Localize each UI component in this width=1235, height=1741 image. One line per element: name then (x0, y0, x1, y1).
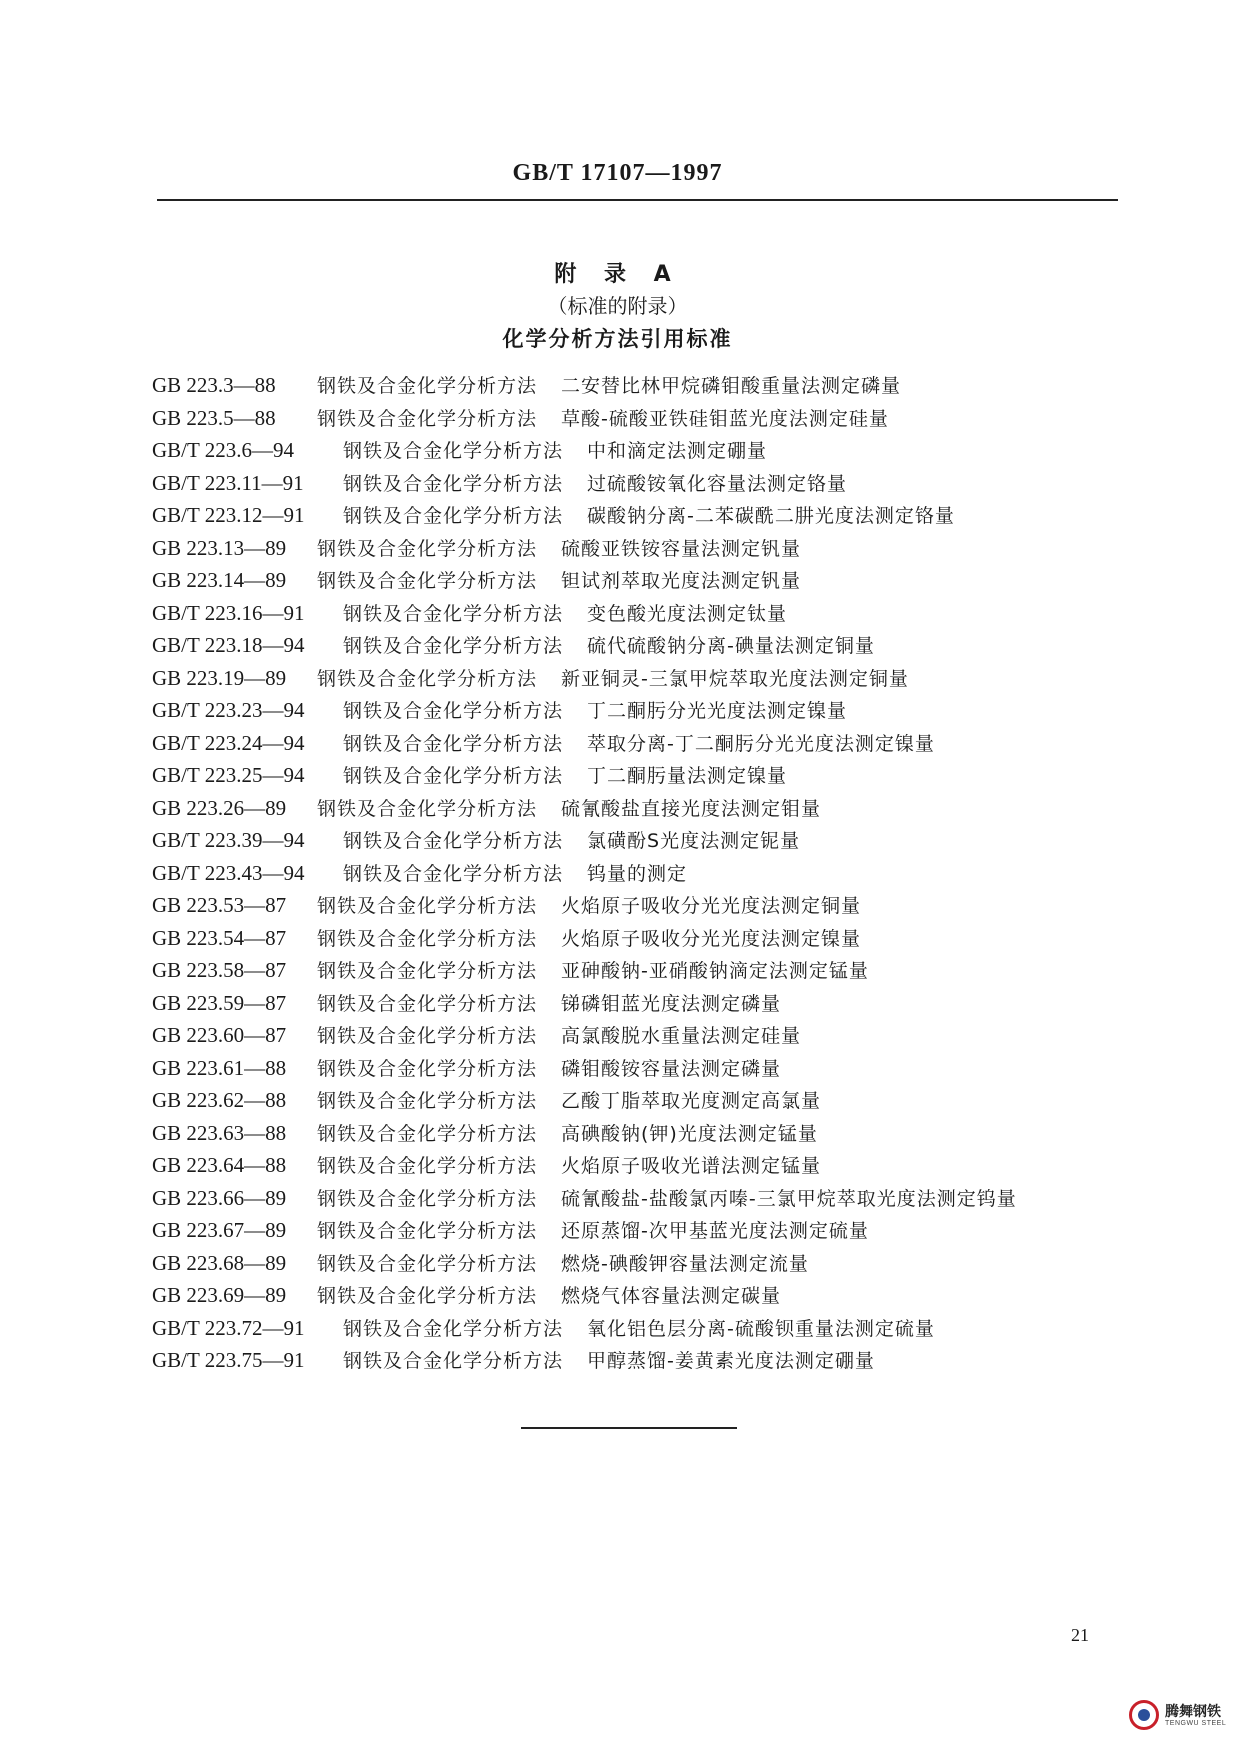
reference-method: 氯磺酚S光度法测定铌量 (587, 830, 801, 852)
reference-code: GB/T 223.72—91 (152, 1315, 305, 1340)
reference-row (152, 1052, 1132, 1085)
reference-method: 碳酸钠分离-二苯碳酰二肼光度法测定铬量 (587, 505, 955, 527)
reference-method: 燃烧-碘酸钾容量法测定流量 (561, 1252, 809, 1275)
reference-code: GB 223.67—89 (152, 1218, 287, 1242)
logo-subname: TENGWU STEEL (1165, 1719, 1227, 1727)
reference-row (152, 499, 1132, 532)
reference-method: 火焰原子吸收分光光度法测定铜量 (561, 895, 862, 917)
reference-series: 钢铁及合金化学分析方法 (317, 1285, 538, 1307)
reference-row (152, 824, 1132, 857)
reference-code: GB/T 223.12—91 (152, 503, 305, 527)
reference-code: GB 223.64—88 (152, 1153, 287, 1177)
reference-row (152, 1247, 1132, 1280)
reference-series: 钢铁及合金化学分析方法 (317, 375, 538, 397)
reference-code: GB 223.69—89 (152, 1283, 287, 1307)
reference-method: 磷钼酸铵容量法测定磷量 (561, 1057, 782, 1080)
reference-series: 钢铁及合金化学分析方法 (317, 1187, 538, 1210)
reference-row (152, 1149, 1132, 1182)
reference-code: GB 223.59—87 (152, 990, 287, 1015)
reference-series: 钢铁及合金化学分析方法 (343, 765, 564, 787)
reference-row (152, 1279, 1132, 1312)
reference-series: 钢铁及合金化学分析方法 (317, 797, 538, 820)
reference-code: GB/T 223.43—94 (152, 860, 305, 885)
reference-code: GB 223.26—89 (152, 795, 287, 820)
reference-row (152, 1019, 1132, 1052)
header-rule (157, 199, 1118, 201)
reference-series: 钢铁及合金化学分析方法 (317, 1090, 538, 1112)
reference-method: 锑磷钼蓝光度法测定磷量 (561, 992, 782, 1015)
reference-row (152, 662, 1132, 695)
reference-code: GB/T 223.39—94 (152, 828, 305, 852)
reference-row (152, 629, 1132, 662)
reference-row (152, 434, 1132, 467)
reference-code: GB 223.3—88 (152, 373, 276, 397)
reference-method: 变色酸光度法测定钛量 (587, 602, 788, 625)
reference-code: GB 223.5—88 (152, 405, 276, 430)
reference-series: 钢铁及合金化学分析方法 (317, 570, 538, 592)
appendix-title: 附 录 A (554, 262, 681, 287)
reference-row (152, 1117, 1132, 1150)
reference-series: 钢铁及合金化学分析方法 (317, 1025, 538, 1047)
reference-series: 钢铁及合金化学分析方法 (317, 960, 538, 982)
reference-method: 丁二酮肟量法测定镍量 (587, 765, 788, 787)
reference-list (152, 369, 1132, 1377)
reference-series: 钢铁及合金化学分析方法 (343, 732, 564, 755)
reference-code: GB/T 223.25—94 (152, 763, 305, 787)
reference-row (152, 1312, 1132, 1345)
reference-method: 硫酸亚铁铵容量法测定钒量 (561, 537, 802, 560)
reference-code: GB/T 223.75—91 (152, 1348, 305, 1372)
reference-method: 丁二酮肟分光光度法测定镍量 (587, 700, 848, 722)
logo-text (1165, 1704, 1226, 1727)
appendix-subtitle: （标准的附录） (547, 294, 688, 318)
reference-code: GB 223.58—87 (152, 958, 287, 982)
reference-method: 火焰原子吸收分光光度法测定镍量 (561, 927, 862, 950)
reference-row (152, 532, 1132, 565)
reference-code: GB/T 223.16—91 (152, 600, 305, 625)
reference-row (152, 564, 1132, 597)
reference-method: 氧化铝色层分离-硫酸钡重量法测定硫量 (587, 1317, 935, 1340)
reference-series: 钢铁及合金化学分析方法 (317, 895, 538, 917)
reference-row (152, 1084, 1132, 1117)
reference-code: GB 223.19—89 (152, 665, 287, 690)
reference-row (152, 792, 1132, 825)
reference-row (152, 467, 1132, 500)
reference-code: GB 223.53—87 (152, 893, 287, 917)
reference-row (152, 597, 1132, 630)
reference-series: 钢铁及合金化学分析方法 (343, 700, 564, 722)
reference-series: 钢铁及合金化学分析方法 (317, 407, 538, 430)
reference-method: 钽试剂萃取光度法测定钒量 (561, 570, 802, 592)
reference-series: 钢铁及合金化学分析方法 (317, 1220, 538, 1242)
reference-series: 钢铁及合金化学分析方法 (317, 927, 538, 950)
standard-header: GB/T 17107—1997 (512, 160, 723, 186)
reference-code: GB 223.60—87 (152, 1023, 287, 1047)
reference-method: 硫氰酸盐直接光度法测定钼量 (561, 797, 822, 820)
reference-row (152, 922, 1132, 955)
reference-method: 中和滴定法测定硼量 (587, 440, 768, 462)
reference-method: 高碘酸钠(钾)光度法测定锰量 (561, 1122, 818, 1145)
reference-series: 钢铁及合金化学分析方法 (317, 992, 538, 1015)
reference-method: 乙酸丁脂萃取光度测定高氯量 (561, 1090, 822, 1112)
reference-method: 钨量的测定 (587, 862, 688, 885)
reference-series: 钢铁及合金化学分析方法 (343, 602, 564, 625)
reference-code: GB/T 223.18—94 (152, 633, 305, 657)
reference-row (152, 727, 1132, 760)
reference-method: 过硫酸铵氧化容量法测定铬量 (587, 472, 848, 495)
reference-row (152, 1214, 1132, 1247)
reference-code: GB 223.61—88 (152, 1055, 287, 1080)
reference-series: 钢铁及合金化学分析方法 (317, 1252, 538, 1275)
reference-method: 硫氰酸盐-盐酸氯丙嗪-三氯甲烷萃取光度法测定钨量 (561, 1187, 1017, 1210)
reference-code: GB 223.14—89 (152, 568, 287, 592)
reference-method: 高氯酸脱水重量法测定硅量 (561, 1025, 802, 1047)
reference-row (152, 369, 1132, 402)
reference-method: 二安替比林甲烷磷钼酸重量法测定磷量 (561, 375, 902, 397)
reference-series: 钢铁及合金化学分析方法 (317, 1155, 538, 1177)
reference-row (152, 857, 1132, 890)
reference-series: 钢铁及合金化学分析方法 (343, 862, 564, 885)
reference-method: 还原蒸馏-次甲基蓝光度法测定硫量 (561, 1220, 869, 1242)
reference-method: 草酸-硫酸亚铁硅钼蓝光度法测定硅量 (561, 407, 889, 430)
reference-method: 新亚铜灵-三氯甲烷萃取光度法测定铜量 (561, 667, 909, 690)
logo-name: 腾舞钢铁 (1165, 1703, 1221, 1720)
reference-method: 火焰原子吸收光谱法测定锰量 (561, 1155, 822, 1177)
reference-row (152, 987, 1132, 1020)
reference-row (152, 759, 1132, 792)
reference-series: 钢铁及合金化学分析方法 (317, 1057, 538, 1080)
reference-series: 钢铁及合金化学分析方法 (317, 667, 538, 690)
reference-method: 燃烧气体容量法测定碳量 (561, 1285, 782, 1307)
reference-code: GB/T 223.24—94 (152, 730, 305, 755)
reference-code: GB/T 223.6—94 (152, 438, 294, 462)
reference-code: GB 223.63—88 (152, 1120, 287, 1145)
reference-series: 钢铁及合金化学分析方法 (317, 537, 538, 560)
reference-series: 钢铁及合金化学分析方法 (343, 505, 564, 527)
end-rule (521, 1427, 737, 1429)
reference-row (152, 1182, 1132, 1215)
reference-code: GB 223.62—88 (152, 1088, 287, 1112)
reference-series: 钢铁及合金化学分析方法 (343, 635, 564, 657)
reference-code: GB 223.68—89 (152, 1250, 287, 1275)
reference-row (152, 402, 1132, 435)
reference-method: 硫代硫酸钠分离-碘量法测定铜量 (587, 635, 875, 657)
reference-method: 甲醇蒸馏-姜黄素光度法测定硼量 (587, 1350, 875, 1372)
reference-row (152, 954, 1132, 987)
reference-method: 亚砷酸钠-亚硝酸钠滴定法测定锰量 (561, 960, 869, 982)
reference-row (152, 889, 1132, 922)
reference-row (152, 694, 1132, 727)
reference-code: GB 223.13—89 (152, 535, 287, 560)
reference-series: 钢铁及合金化学分析方法 (343, 830, 564, 852)
reference-series: 钢铁及合金化学分析方法 (343, 472, 564, 495)
appendix-heading: 化学分析方法引用标准 (502, 327, 733, 351)
reference-row (152, 1344, 1132, 1377)
reference-series: 钢铁及合金化学分析方法 (343, 1317, 564, 1340)
reference-series: 钢铁及合金化学分析方法 (317, 1122, 538, 1145)
page-number: 21 (1071, 1625, 1089, 1645)
reference-series: 钢铁及合金化学分析方法 (343, 1350, 564, 1372)
reference-method: 萃取分离-丁二酮肟分光光度法测定镍量 (587, 732, 935, 755)
reference-series: 钢铁及合金化学分析方法 (343, 440, 564, 462)
reference-code: GB 223.54—87 (152, 925, 287, 950)
reference-code: GB/T 223.23—94 (152, 698, 305, 722)
reference-code: GB/T 223.11—91 (152, 470, 304, 495)
logo-mark-icon (1129, 1700, 1159, 1730)
reference-code: GB 223.66—89 (152, 1185, 287, 1210)
publisher-logo (1129, 1695, 1229, 1735)
